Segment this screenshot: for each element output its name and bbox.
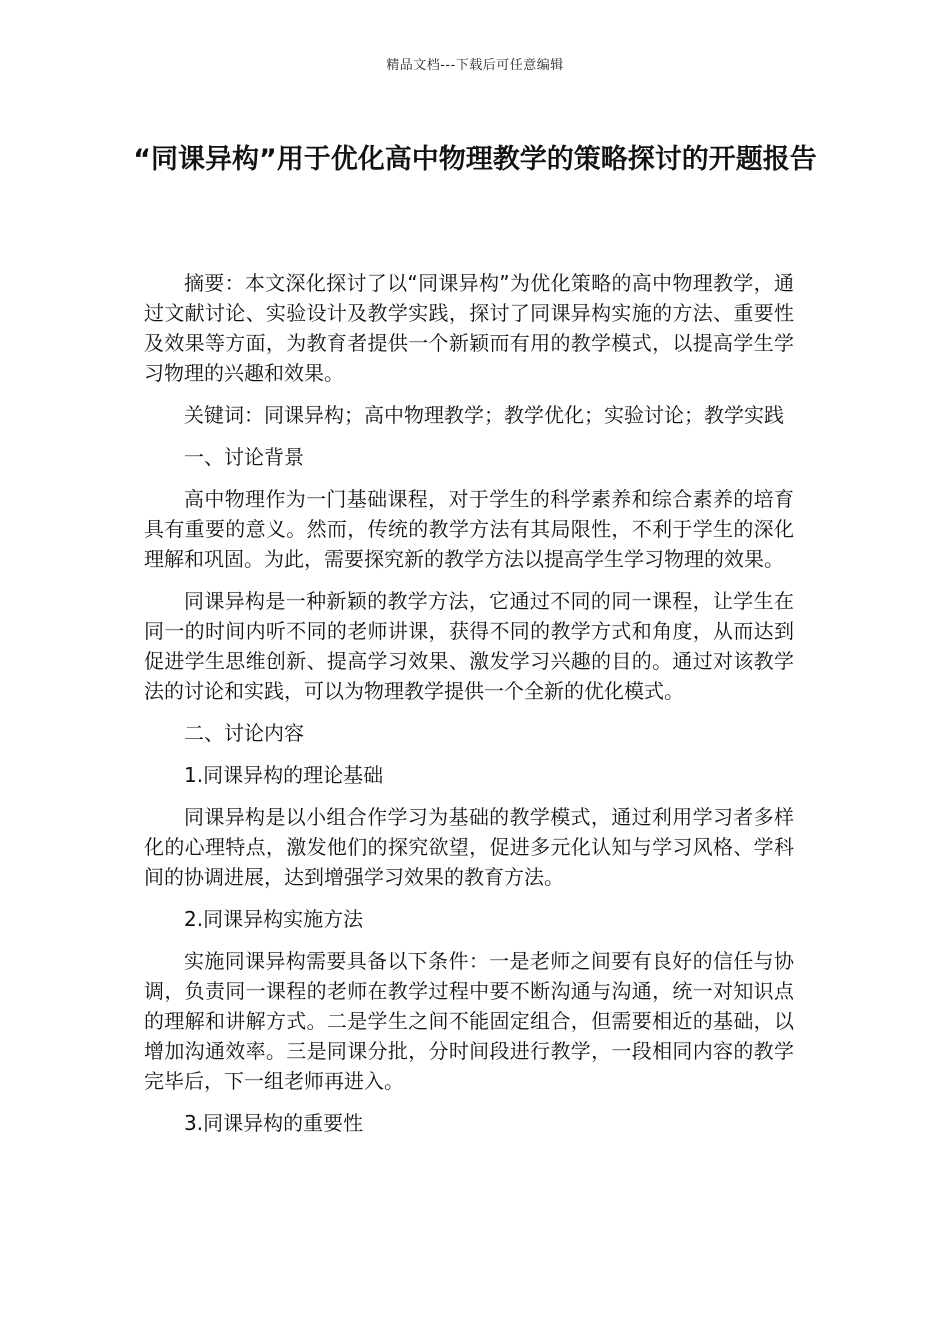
background-paragraph-1: 高中物理作为一门基础课程，对于学生的科学素养和综合素养的培育具有重要的意义。然而，传统的教学方法有其局限性，不利于学生的深化理解和巩固。为此，需要探究新的教学方法以提高学生学习物理的效果。 <box>144 487 794 571</box>
theory-paragraph: 同课异构是以小组合作学习为基础的教学模式，通过利用学习者多样化的心理特点，激发他们的探究欲望，促进多元化认知与学习风格、学科间的协调进展，达到增强学习效果的教育方法。 <box>144 805 794 889</box>
document-title: “同课异构”用于优化高中物理教学的策略探讨的开题报告 <box>133 144 817 175</box>
method-paragraph: 实施同课异构需要具备以下条件：一是老师之间要有良好的信任与协调，负责同一课程的老师在教学过程中要不断沟通与沟通，统一对知识点的理解和讲解方式。二是学生之间不能固定组合，但需要相近的基础，以增加沟通效率。三是同课分批，分时间段进行教学，一段相同内容的教学完毕后，下一组老师再进入。 <box>144 949 794 1093</box>
section-heading-content: 二、讨论内容 <box>184 721 304 745</box>
abstract-paragraph: 摘要：本文深化探讨了以“同课异构”为优化策略的高中物理教学，通过文献讨论、实验设计及教学实践，探讨了同课异构实施的方法、重要性及效果等方面，为教育者提供一个新颖而有用的教学模式，以提高学生学习物理的兴趣和效果。 <box>144 271 794 385</box>
subsection-heading-importance: 3.同课异构的重要性 <box>184 1111 364 1135</box>
subsection-heading-theory: 1.同课异构的理论基础 <box>184 763 384 787</box>
document-body <box>144 268 794 1150</box>
subsection-heading-method: 2.同课异构实施方法 <box>184 907 364 931</box>
section-heading-background: 一、讨论背景 <box>184 445 304 469</box>
page-header: 精品文档---下载后可任意编辑 <box>386 58 564 73</box>
keywords-paragraph: 关键词：同课异构；高中物理教学；教学优化；实验讨论；教学实践 <box>184 403 784 427</box>
background-paragraph-2: 同课异构是一种新颖的教学方法，它通过不同的同一课程，让学生在同一的时间内听不同的老师讲课，获得不同的教学方式和角度，从而达到促进学生思维创新、提高学习效果、激发学习兴趣的目的。通过对该教学法的讨论和实践，可以为物理教学提供一个全新的优化模式。 <box>144 589 794 703</box>
